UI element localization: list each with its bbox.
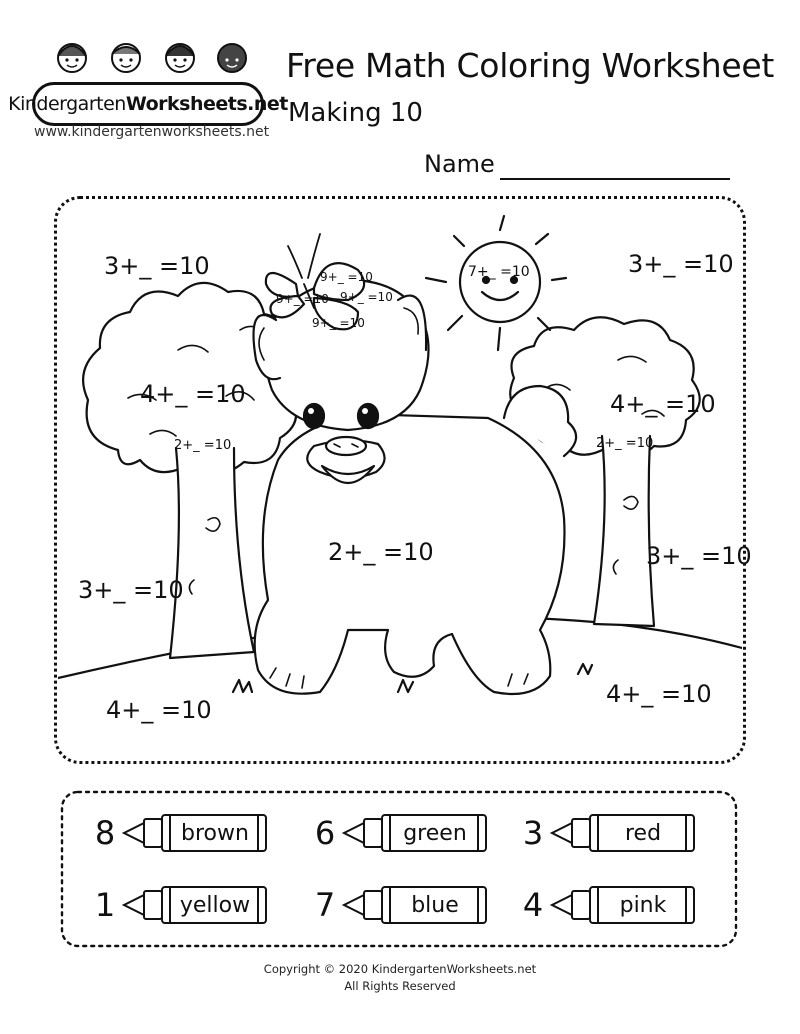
copyright-line: Copyright © 2020 KindergartenWorksheets.net [263, 962, 537, 976]
sun-face [460, 242, 540, 322]
right-tree-trunk [594, 436, 654, 626]
crayon-color-label: red [624, 820, 662, 846]
name-label: Name [424, 150, 495, 178]
equation-left-ground: 3+_ =10 [78, 576, 184, 604]
worksheet-title: Free Math Coloring Worksheet [286, 46, 775, 85]
equation-butterfly-3: 9+_ =10 [340, 290, 393, 304]
key-item-brown [88, 810, 272, 856]
equation-bottom-left: 4+_ =10 [106, 696, 212, 724]
rights-line: All Rights Reserved [344, 979, 456, 993]
equation-right-trunk: 3+_ =10 [646, 542, 752, 570]
key-item-pink [516, 882, 700, 928]
site-url: www.kindergartenworksheets.net [34, 124, 270, 140]
bear-left-eye [304, 404, 324, 428]
key-number: 4 [522, 886, 544, 924]
equation-sun: 7+_ =10 [468, 264, 530, 280]
equation-bottom-right: 4+_ =10 [606, 680, 712, 708]
crayon-icon [122, 883, 272, 927]
crayon-color-label: blue [411, 892, 459, 918]
equation-bear-body: 2+_ =10 [328, 538, 434, 566]
equation-top-right: 3+_ =10 [628, 250, 734, 278]
kids-faces-icon [44, 34, 254, 80]
equation-butterfly-4: 9+_ =10 [312, 316, 365, 330]
crayon-color-label: green [403, 820, 467, 846]
key-number: 3 [522, 814, 544, 852]
logo-text-regular: Kindergarten [8, 93, 126, 115]
crayon-icon [342, 883, 492, 927]
equation-right-tree: 4+_ =10 [610, 390, 716, 418]
color-key [56, 786, 742, 952]
equation-left-trunk: 2+_ =10 [174, 438, 232, 453]
crayon-color-label: pink [619, 892, 667, 918]
logo-banner [8, 82, 288, 126]
bear-right-eye [358, 404, 378, 428]
crayon-color-label: yellow [179, 892, 251, 918]
equation-butterfly-2: 9+_ =10 [276, 292, 329, 306]
equation-top-left: 3+_ =10 [104, 252, 210, 280]
name-write-line[interactable] [500, 178, 730, 180]
crayon-icon [550, 811, 700, 855]
key-item-red [516, 810, 700, 856]
left-tree-trunk [170, 448, 254, 658]
key-number: 8 [94, 814, 116, 852]
equation-right-canopy-small: 2+_ =10 [596, 436, 654, 451]
key-number: 6 [314, 814, 336, 852]
site-logo [8, 34, 288, 134]
key-number: 1 [94, 886, 116, 924]
crayon-icon [550, 883, 700, 927]
key-item-green [308, 810, 492, 856]
key-item-yellow [88, 882, 272, 928]
crayon-icon [122, 811, 272, 855]
crayon-color-label: brown [181, 820, 249, 846]
key-number: 7 [314, 886, 336, 924]
worksheet-subtitle: Making 10 [288, 98, 423, 128]
key-item-blue [308, 882, 492, 928]
equation-left-tree: 4+_ =10 [140, 380, 246, 408]
crayon-icon [342, 811, 492, 855]
coloring-scene[interactable] [58, 200, 742, 760]
equation-butterfly-1: 9+_ =10 [320, 270, 373, 284]
bear-nose [326, 437, 366, 455]
logo-text-bold: Worksheets.net [125, 93, 288, 115]
